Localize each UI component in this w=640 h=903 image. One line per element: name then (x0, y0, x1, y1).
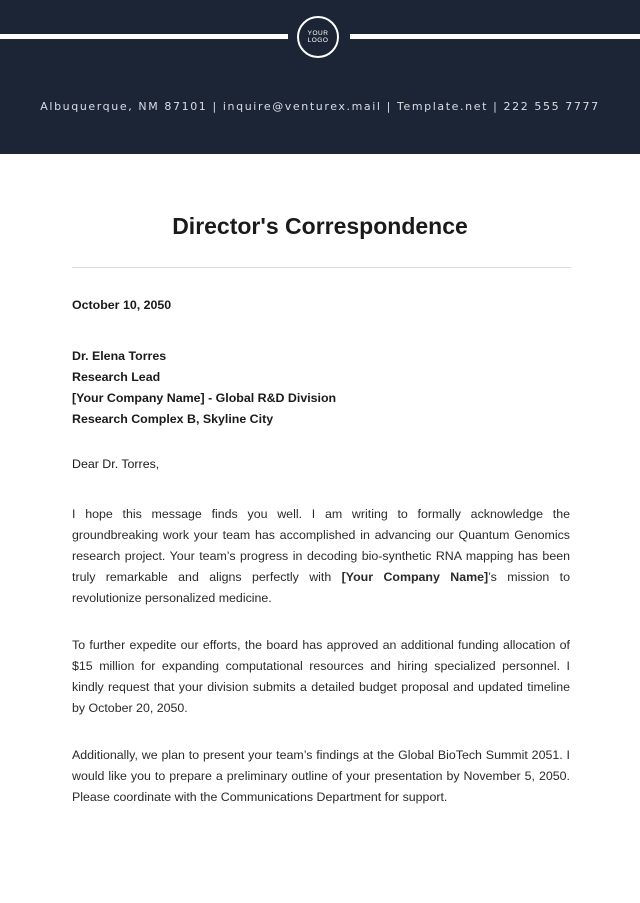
header-rule-left (0, 34, 288, 39)
salutation: Dear Dr. Torres, (72, 457, 160, 471)
company-name-placeholder: [Your Company Name] (341, 570, 489, 584)
recipient-block (72, 346, 570, 430)
letterhead-banner (0, 0, 640, 154)
recipient-role: Research Lead (72, 370, 161, 384)
body-paragraph-3: Additionally, we plan to present your team’s findings at the Global BioTech Summit 2051. I would like you to prepare a preliminary outline of your presentation by November 5, 2050. Please coordinate with the Communications Department for support. (72, 748, 570, 804)
body-paragraph-2: To further expedite our efforts, the board has approved an additional funding allocation of $15 million for expanding computational resources and hiring specialized personnel. I kindly request that your division submits a detailed budget proposal and updated timeline by October 20, 2050. (72, 638, 570, 715)
paragraph-1-text-end: ’s mission to revolutionize personalized medicine. (72, 570, 570, 605)
document-title: Director's Correspondence (172, 213, 468, 239)
recipient-name: Dr. Elena Torres (72, 349, 167, 363)
logo-text-line2: LOGO (307, 37, 329, 44)
body-paragraph-1 (72, 504, 570, 609)
recipient-company: [Your Company Name] - Global R&D Division (72, 391, 337, 405)
logo-text-line1: YOUR (307, 30, 329, 37)
logo-placeholder (297, 16, 339, 58)
header-rule-right (350, 34, 640, 39)
contact-info: Albuquerque, NM 87101 | inquire@venturex.mail | Template.net | 222 555 7777 (40, 100, 600, 113)
paragraph-1-text-start: I hope this message finds you well. I am writing to formally acknowledge the groundbreaking work your team has accomplished in advancing our Quantum Genomics research project. Your team’s progress in decoding bio-synthetic RNA mapping has been truly remarkable and aligns perfectly with (72, 507, 570, 584)
recipient-address: Research Complex B, Skyline City (72, 412, 274, 426)
title-divider (72, 267, 571, 268)
letter-date: October 10, 2050 (72, 298, 172, 312)
